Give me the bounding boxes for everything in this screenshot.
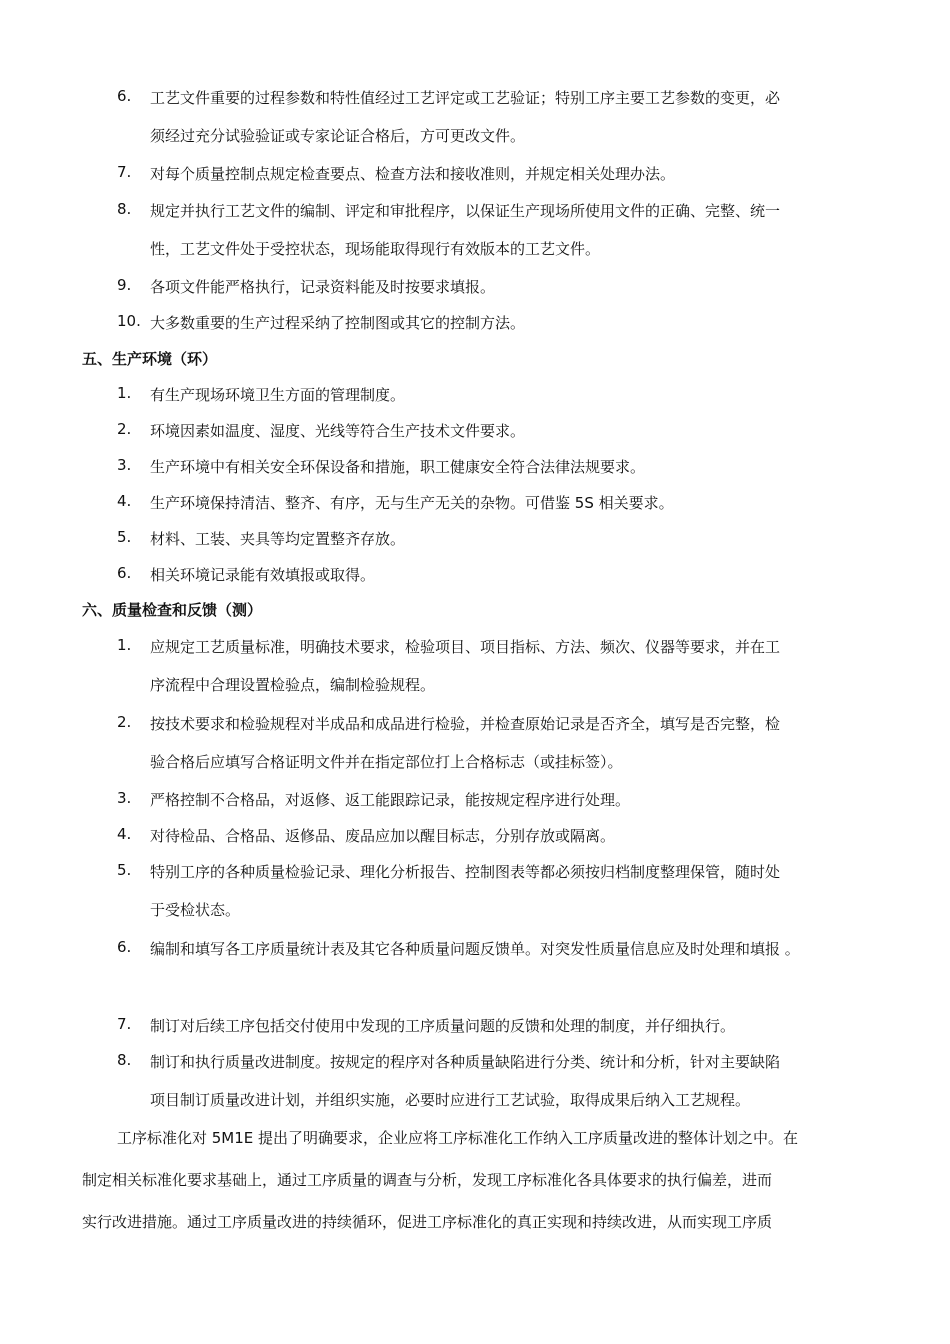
item-number: 6. [117, 938, 132, 956]
item-text: 环境因素如温度、湿度、光线等符合生产技术文件要求。 [150, 422, 526, 440]
item-text: 各项文件能严格执行，记录资料能及时按要求填报。 [150, 278, 496, 296]
item-text: 特别工序的各种质量检验记录、理化分析报告、控制图表等都必须按归档制度整理保管，随时处 [150, 863, 781, 881]
item-number: 5. [117, 528, 132, 546]
item-text: 项目制订质量改进计划，并组织实施，必要时应进行工艺试验，取得成果后纳入工艺规程。 [150, 1091, 751, 1109]
item-number: 9. [117, 276, 132, 294]
item-text: 验合格后应填写合格证明文件并在指定部位打上合格标志（或挂标签）。 [150, 753, 623, 771]
section-heading: 六、质量检查和反馈（测） [82, 601, 263, 619]
item-number: 8. [117, 200, 132, 218]
item-text: 应规定工艺质量标准，明确技术要求，检验项目、项目指标、方法、频次、仪器等要求，并在工 [150, 638, 781, 656]
item-number: 1. [117, 384, 132, 402]
item-text: 有生产现场环境卫生方面的管理制度。 [150, 386, 406, 404]
item-number: 10. [117, 312, 141, 330]
paragraph-line: 实行改进措施。通过工序质量改进的持续循环，促进工序标准化的真正实现和持续改进，从而实现工序质 [82, 1213, 773, 1231]
item-number: 8. [117, 1051, 132, 1069]
item-text: 生产环境保持清洁、整齐、有序，无与生产无关的杂物。可借鉴 5S 相关要求。 [150, 494, 674, 512]
paragraph-line: 制定相关标准化要求基础上，通过工序质量的调查与分析，发现工序标准化各具体要求的执行偏差，进而 [82, 1171, 773, 1189]
item-number: 2. [117, 420, 132, 438]
item-text: 编制和填写各工序质量统计表及其它各种质量问题反馈单。对突发性质量信息应及时处理和填报 。 [150, 940, 800, 958]
item-text: 工艺文件重要的过程参数和特性值经过工艺评定或工艺验证；特别工序主要工艺参数的变更，必 [150, 89, 781, 107]
paragraph-line: 工序标准化对 5M1E 提出了明确要求，企业应将工序标准化工作纳入工序质量改进的整体计划之中。在 [117, 1129, 799, 1147]
item-number: 7. [117, 1015, 132, 1033]
item-text: 对待检品、合格品、返修品、废品应加以醒目标志，分别存放或隔离。 [150, 827, 616, 845]
item-number: 3. [117, 456, 132, 474]
item-text: 材料、工装、夹具等均定置整齐存放。 [150, 530, 406, 548]
item-text: 大多数重要的生产过程采纳了控制图或其它的控制方法。 [150, 314, 526, 332]
item-number: 6. [117, 564, 132, 582]
item-number: 5. [117, 861, 132, 879]
item-number: 7. [117, 163, 132, 181]
item-text: 对每个质量控制点规定检查要点、检查方法和接收准则，并规定相关处理办法。 [150, 165, 676, 183]
item-text: 相关环境记录能有效填报或取得。 [150, 566, 376, 584]
item-text: 按技术要求和检验规程对半成品和成品进行检验，并检查原始记录是否齐全，填写是否完整，检 [150, 715, 781, 733]
item-number: 1. [117, 636, 132, 654]
item-text: 生产环境中有相关安全环保设备和措施，职工健康安全符合法律法规要求。 [150, 458, 646, 476]
item-text: 规定并执行工艺文件的编制、评定和审批程序，以保证生产现场所使用文件的正确、完整、统一 [150, 202, 781, 220]
item-number: 3. [117, 789, 132, 807]
item-text: 性，工艺文件处于受控状态，现场能取得现行有效版本的工艺文件。 [150, 240, 601, 258]
item-text: 严格控制不合格品，对返修、返工能跟踪记录，能按规定程序进行处理。 [150, 791, 631, 809]
item-number: 4. [117, 825, 132, 843]
item-number: 6. [117, 87, 132, 105]
item-number: 2. [117, 713, 132, 731]
item-text: 序流程中合理设置检验点，编制检验规程。 [150, 676, 436, 694]
item-text: 制订对后续工序包括交付使用中发现的工序质量问题的反馈和处理的制度，并仔细执行。 [150, 1017, 736, 1035]
item-text: 须经过充分试验验证或专家论证合格后，方可更改文件。 [150, 127, 526, 145]
item-text: 制订和执行质量改进制度。按规定的程序对各种质量缺陷进行分类、统计和分析，针对主要缺陷 [150, 1053, 781, 1071]
item-number: 4. [117, 492, 132, 510]
item-text: 于受检状态。 [150, 901, 241, 919]
section-heading: 五、生产环境（环） [82, 350, 218, 368]
